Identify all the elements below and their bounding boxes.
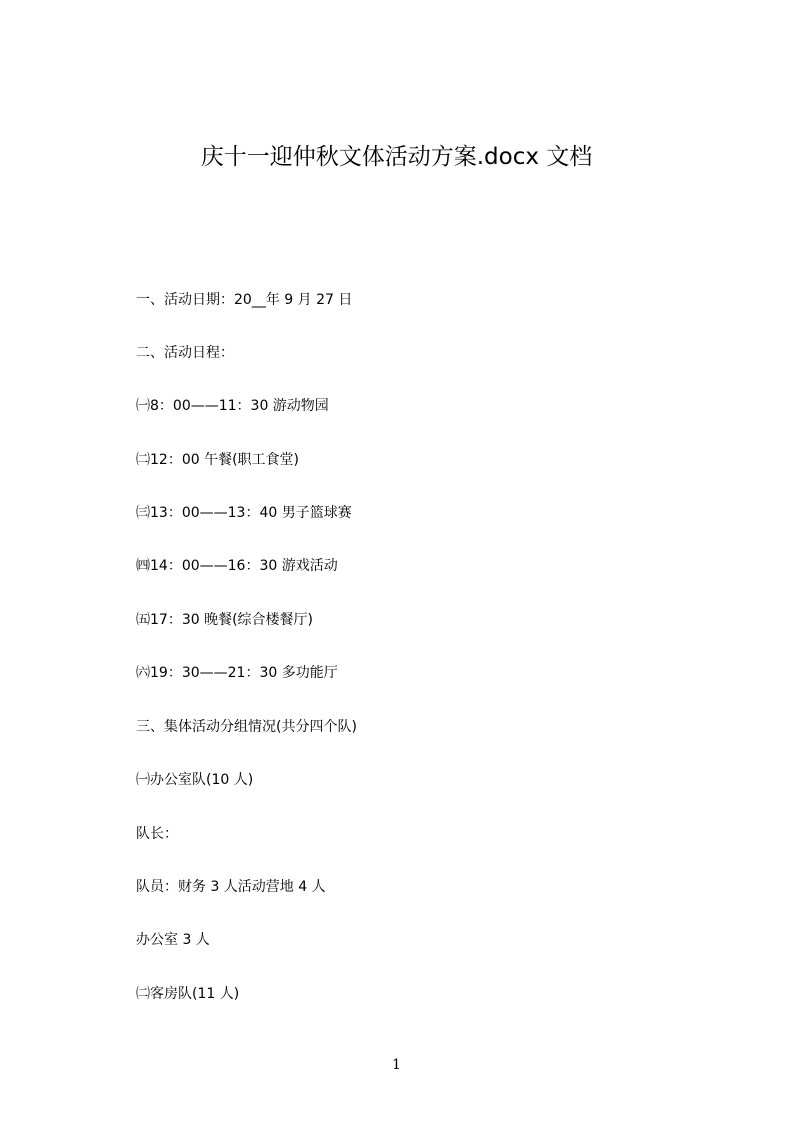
page-number: 1 (392, 1057, 401, 1073)
document-title: 庆十一迎仲秋文体活动方案.docx 文档 (200, 144, 593, 170)
paragraph-activity-date: 一、活动日期：20__年 9 月 27 日 (136, 292, 353, 308)
schedule-item-dinner: ㈤17：30 晚餐(综合楼餐厅) (136, 612, 314, 628)
team-members-line: 队员：财务 3 人活动营地 4 人 (136, 879, 326, 895)
paragraph-grouping-heading: 三、集体活动分组情况(共分四个队) (136, 719, 357, 735)
team-office-heading: ㈠办公室队(10 人) (136, 772, 254, 788)
schedule-item-games: ㈣14：00——16：30 游戏活动 (136, 558, 338, 574)
team-office-count-line: 办公室 3 人 (136, 932, 210, 948)
schedule-item-hall: ㈥19：30——21：30 多功能厅 (136, 665, 338, 681)
team-guestroom-heading: ㈡客房队(11 人) (136, 986, 240, 1002)
team-captain-line: 队长： (136, 826, 178, 842)
schedule-item-basketball: ㈢13：00——13：40 男子篮球赛 (136, 505, 352, 521)
schedule-item-lunch: ㈡12：00 午餐(职工食堂) (136, 452, 300, 468)
paragraph-schedule-heading: 二、活动日程： (136, 345, 234, 361)
schedule-item-zoo: ㈠8：00——11：30 游动物园 (136, 398, 329, 414)
